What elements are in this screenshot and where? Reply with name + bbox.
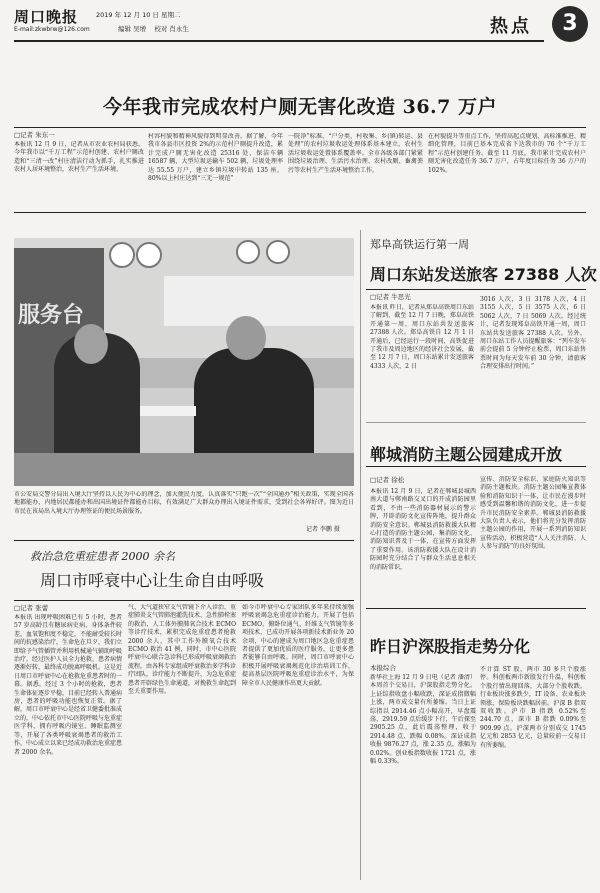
rail-rule [366, 289, 586, 290]
rail-byline: □记者 牛思光 [370, 293, 411, 301]
stock-top-rule [366, 608, 586, 609]
park-rule [366, 466, 586, 467]
main-bottom-rule [14, 212, 586, 213]
main-byline: □记者 朱东一 [14, 131, 55, 139]
main-headline: 今年我市完成农村户厕无害化改造 36.7 万户 [102, 96, 497, 118]
main-column-2: 村容村貌和精神风貌得到明显改善。据了解，今年我市各县市区投资 2%的示范村户厕提升改造，累计完成户厕无害化改造 25316 处，保洁车辆 16587 辆，大型垃圾运输车 502 辆，垃圾处理率达 55.55 万户，建立乡镇垃圾中转站 135 座，80%以上村庄达到“三无一规范” [148, 133, 283, 183]
editor-label: 编辑 吴增 [118, 25, 147, 33]
left-lower-rule [14, 540, 354, 541]
icu-rule [14, 600, 354, 601]
section-title: 热点 [490, 16, 532, 37]
headline-rule [14, 127, 586, 128]
wall-clock-icon [136, 242, 162, 268]
photo-caption: 市公安局交警分局出入境大厅坚持以人民为中心的理念，加大便民力度，认真落实“只跑一次”“全国通办”相关政策，实现全国各地都能办，内地居民都能办和出国出境证件都能办目标，有效满足广大群众办理出入境证件需求，受到社会各界好评。图为近日市民在该局出入境大厅办理签证的便民场景服务。 [14, 491, 354, 515]
icu-column-2: 气、大气道狭窄支气管镜下介入诊治、重症肺炎支气管肺泡灌洗技术、急性肺栓塞的救治、人工体外膜肺氧合技术 ECMO 等诊疗技术，累积完成危重症患者抢救 2000 余人，其中工作外膜氧合技术 ECMO 救治 41 例，同时，市中心医院呼衰中心联合急诊科已形成呼吸衰竭救治流程，由各科专家组成呼衰救治多学科诊疗团队，诊疗能力不断提升，为急危重症患者开辟绿色生命通道，对挽救生命起到至关重要作用。 [128, 604, 236, 696]
stock-column-1: 新华社上海 12 月 9 日电（记者 潘清）本周首个交易日，沪深股指走势分化。上证综指收盘小幅收跌，深证成指微幅上涨，两市成交量有所萎缩。当日上证综指以 2914.46 点小幅高开，早盘震荡，2919.59 点后缓步下行，午后探至 2905.25 点，此后震荡整理，收于 2914.48 点，跌幅 0.08%。深证成指收报 9876.27 点，涨 2.35 点，涨幅为 0.02%。创业板指数收报 1721 点，涨幅 0.33%。 [370, 674, 476, 766]
stock-column-2: 不计算 ST 股，两市 30 多只个股涨停。科创板两市新股发行升温，科创板个股行情出现回落，大部分个股收跌。行业板块涨多跌少，IT 设备、农业板块领涨，保险板块跌幅居前。沪深 B 指双双收跌。沪市 B 指跌 0.52%至 244.70 点，深市 B 指跌 0.09%至 909.99 点。沪深两市分别成交 1745 亿元和 2853 亿元，总量较前一交易日有所萎缩。 [480, 666, 586, 749]
document-handover [140, 406, 196, 416]
rail-column-2: 3016 人次，3 日 3178 人次，4 日 3155 人次，5 日 3575 人次，6 日 5062 人次，7 日 5069 人次。经过统计，记者发现郑阜高铁开通一周，周口东站共发送旅客 27388 人次。另外，周口东站工作人员提醒旅客：“列车发车前会提前 5 分钟停止检票，周口东站售票时间为每天发车前 30 分钟，请旅客合理安排出行时间。” [480, 296, 586, 371]
column-separator [360, 230, 361, 880]
page-number-badge: 3 [552, 6, 588, 42]
main-column-1: 本报讯 12 月 9 日，记者从市农业农村局获悉，今年我市以“千万工程”示范村创建、农村户厕改造和“三清一改”村庄清洁行动为抓手，扎实推进农村人居环境整治，农村生产生活环境、 [14, 141, 144, 174]
wall-clock-icon [236, 240, 260, 264]
park-column-1: 本报讯 12 月 9 日，记者在郸城县城西南大道与郸南路交叉口的开成消防园里看到，不由一些消防器材展示的警示牌，开辟消防文化宣传阵地，提升群众消防安全意识。郸城县消防救援大队精心打造的消防主题公园，集消防文化、消防知识普及于一体，在宣传方面发挥了重要作用。该消防救援大队在设计消防园时充分结合了与群众生活息息相关的消防常识， [370, 488, 476, 571]
main-column-4: 在村貌提升等重点工作，坚持高起点规划、高标准推进、精细化管理，目前已基本完成省下达我市的 76 个“千万工程”示范村创建任务。截至 11 月底，我市累计完成农村户厕无害化改造任务 36.7 万户，占年度目标任务 36 万户的 102%。 [428, 133, 586, 174]
photo-credit: 记者 李鹏 摄 [306, 526, 340, 533]
masthead-email: E-mail:zkwbrw@126.com [14, 26, 90, 33]
wall-clock-icon [109, 242, 135, 268]
service-desk-sign: 服务台 [18, 303, 85, 328]
proof-label: 校对 肖永生 [154, 25, 189, 33]
header-rule [14, 40, 544, 42]
stock-byline: 本报综合 [370, 664, 396, 672]
icu-kicker: 救治急危重症患者 2000 余名 [30, 550, 175, 563]
icu-column-3: 如今市呼衰中心专家团队多年来持续加强呼吸衰竭急危重症诊治能力，开展了包括 ECMO、俯卧位通气、纤维支气管镜等多项技术，已成功开展各项新技术新业务 20 余项，中心的建成为周口地区急危重症患者提供了更加优质的医疗服务，让更多患者能够自由呼吸。同时，周口市呼衰中心积极开展呼吸衰竭规范化诊治培训工作，提高基层医院呼吸危重症诊治水平，为保障全市人民健康作出更大贡献。 [242, 604, 354, 687]
stock-headline: 昨日沪深股指走势分化 [370, 637, 531, 656]
editor-credits [118, 24, 189, 33]
issue-date: 2019 年 12 月 10 日 星期二 [96, 11, 181, 19]
rail-headline: 周口东站发送旅客 27388 人次 [370, 265, 597, 284]
rail-kicker: 郑阜高铁运行第一周 [370, 238, 469, 251]
park-column-2: 宣传、消防安全标识、家庭防火知识等消防主题板块。消防主题公园集宣教体验和消防知识于一体，让市民在漫步时感受到温馨和谐的消防文化，进一步提升市民消防安全素养。郸城县消防救援大队负责人表示，他们将充分发挥消防主题公园的作用，开展一系列消防知识宣传活动，积极营造“人人关注消防、人人参与消防”的良好氛围。 [480, 476, 586, 551]
main-column-3: 一院净”标准，“户分类、村收集、乡(镇)转运、县处理”的农村垃圾收运处理体系基本建立，农村生活垃圾收运处置体系覆盖率。全市各级各部门紧紧围绕垃圾治理、生活污水治理、农村改厕、畜禽粪污等农村生产生活环境整治工作， [288, 133, 423, 174]
rail-column-1: 本报讯 昨日，记者从郑阜高铁周口东站了解到，截至 12 月 7 日晚，郑阜高铁开通第一周，周口东站共发送旅客 27388 人次。郑阜高铁自 12 月 1 日开通后，已经运行一段时间，高铁促进了我市及周边地区的经济社会发展，截至 12 月 7 日，周口东站累计发送旅客 4333 人次，2 日 [370, 304, 474, 370]
icu-byline: □记者 张蕾 [14, 604, 49, 612]
icu-column-1: 本报讯 出现呼吸困难已有 5 小时，患者 57 岁高龄且有糖尿病史病，身体条件较差，血氧饱和度不稳定，不能耐受较长时间的抗感染治疗，生命危在旦夕，我们立即给予气管插管并利用机械通气辅助呼吸治疗，经过医护人员全力抢救，患者病情逐渐好转，最终成功脱离呼吸机。这是近日周口市呼衰中心在抢救危重患者时的一幕。据悉，经过 3 个小时的抢救，患者生命体征逐步平稳，目前已经转入普通病房，患者的呼吸功能也恢复正常。据了解，周口市呼衰中心是经省卫健委批准成立的，中心依托市中心医院呼吸与危重症医学科，拥有呼吸内镜室、睡眠监测室等，开展了各类呼吸衰竭患者的救治工作，中心成立以来已经成功救治危重症患者 2000 余名。 [14, 614, 122, 756]
rail-bottom-rule [366, 422, 586, 423]
masthead: 周口晚报 [14, 8, 79, 26]
park-headline: 郸城消防主题公园建成开放 [370, 445, 563, 464]
news-photo [14, 238, 354, 486]
wall-clock-icon [266, 240, 290, 264]
park-byline: □记者 徐松 [370, 476, 405, 484]
icu-headline: 周口市呼衰中心让生命自由呼吸 [40, 571, 265, 590]
